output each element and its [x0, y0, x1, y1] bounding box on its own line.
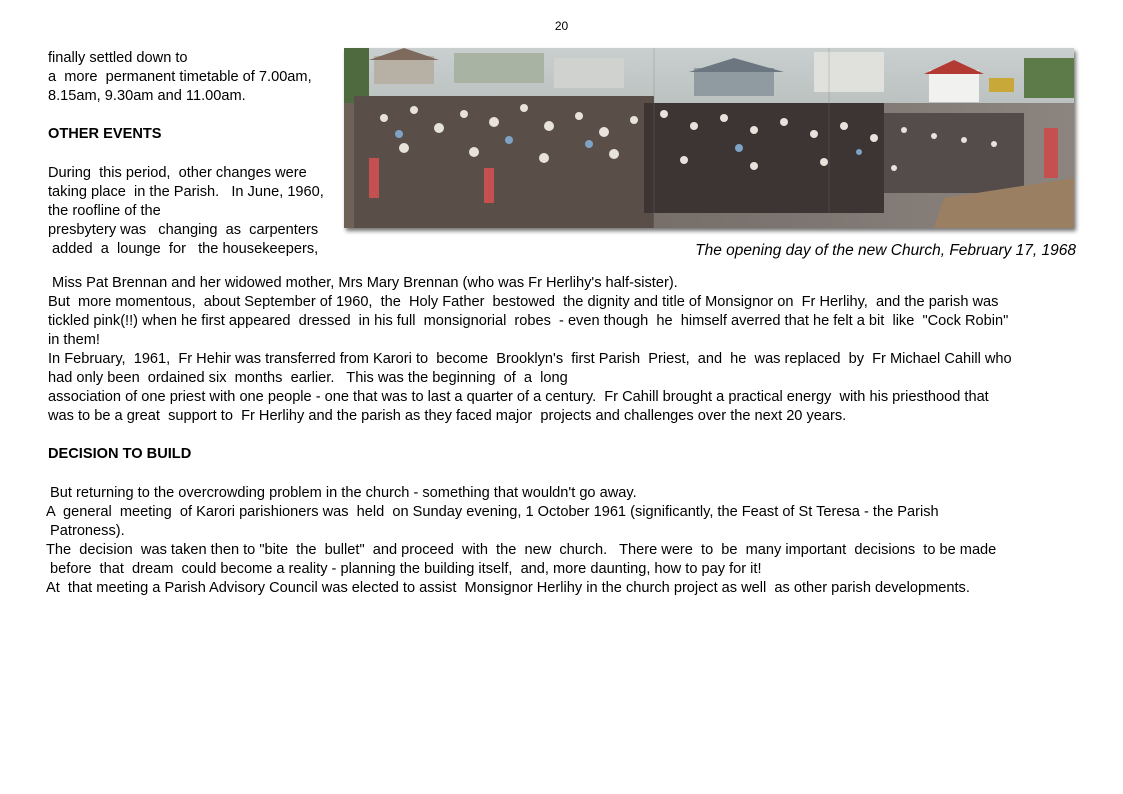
page-number: 20	[554, 19, 569, 33]
body-line: tickled pink(!!) when he first appeared dressed in his full monsignorial robes - even though he himself averred that he felt a bit like "Cock Robin"	[48, 313, 1009, 329]
narrow-line: presbytery was changing as carpenters	[48, 222, 319, 238]
narrow-line: During this period, other changes were	[48, 165, 307, 181]
body-line: In February, 1961, Fr Hehir was transferred from Karori to become Brooklyn's first Parish Priest, and he was replaced by Fr Michael Cahill who	[48, 351, 1012, 367]
body-line: At that meeting a Parish Advisory Council was elected to assist Monsignor Herlihy in the church project as well as other parish developments.	[46, 580, 970, 596]
body-line: in them!	[48, 332, 100, 348]
crowd-photo-icon	[344, 48, 1074, 228]
narrow-line: added a lounge for the housekeepers,	[48, 241, 319, 257]
body-line: But returning to the overcrowding problem in the church - something that wouldn't go away.	[46, 485, 637, 501]
body-line: Patroness).	[46, 523, 125, 539]
body-line: A general meeting of Karori parishioners was held on Sunday evening, 1 October 1961 (significantly, the Feast of St Teresa - the Parish	[46, 504, 939, 520]
body-line: The decision was taken then to "bite the bullet" and proceed with the new church. There were to be many important decisions to be made	[46, 542, 997, 558]
body-line: Miss Pat Brennan and her widowed mother, Mrs Mary Brennan (who was Fr Herlihy's half-sister).	[48, 275, 678, 291]
church-opening-photo	[344, 48, 1074, 228]
body-line: had only been ordained six months earlier. This was the beginning of a long	[48, 370, 568, 386]
body-line: But more momentous, about September of 1960, the Holy Father bestowed the dignity and title of Monsignor on Fr Herlihy, and the parish was	[48, 294, 999, 310]
body-line: before that dream could become a reality - planning the building itself, and, more daunting, how to pay for it!	[46, 561, 762, 577]
other-events-heading: OTHER EVENTS	[48, 126, 162, 142]
intro-line: 8.15am, 9.30am and 11.00am.	[48, 88, 246, 104]
intro-line: a more permanent timetable of 7.00am,	[48, 69, 312, 85]
photo-caption: The opening day of the new Church, February 17, 1968	[695, 242, 1076, 259]
body-line: was to be a great support to Fr Herlihy and the parish as they faced major projects and challenges over the next 20 years.	[48, 408, 847, 424]
body-line: association of one priest with one people - one that was to last a quarter of a century. Fr Cahill brought a practical energy with his priesthood that	[48, 389, 989, 405]
narrow-line: taking place in the Parish. In June, 1960,	[48, 184, 324, 200]
decision-to-build-heading: DECISION TO BUILD	[48, 446, 192, 462]
intro-line: finally settled down to	[48, 50, 188, 66]
narrow-line: the roofline of the	[48, 203, 161, 219]
